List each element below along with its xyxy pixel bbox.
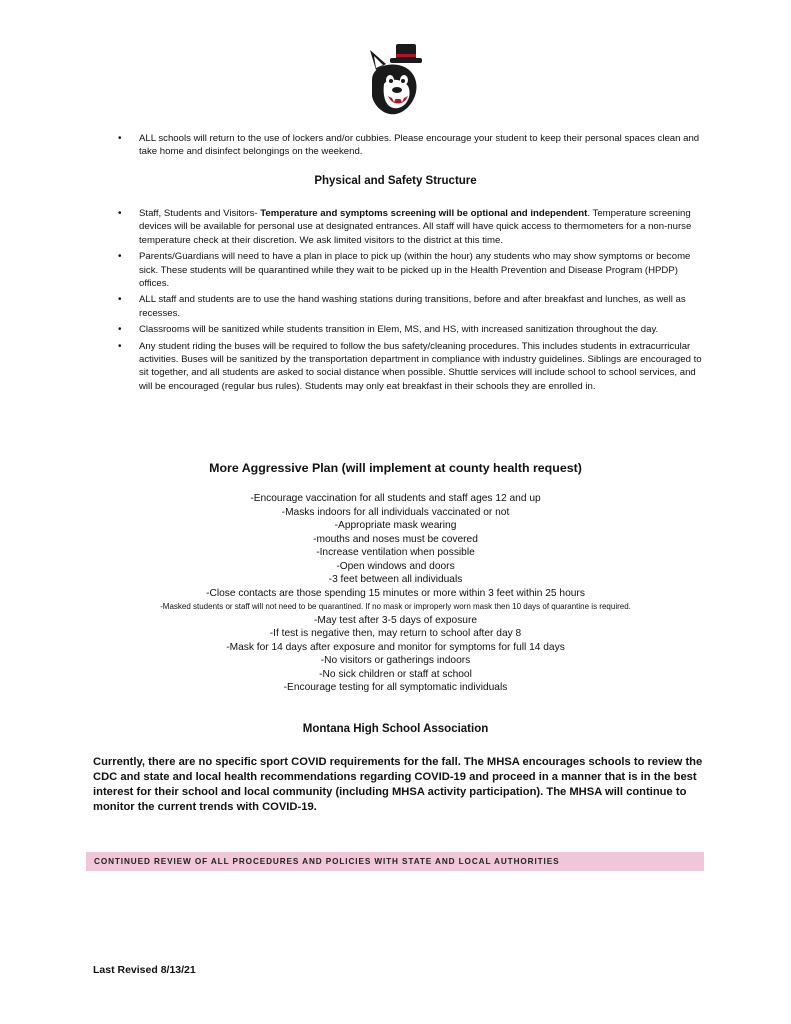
mhsa-paragraph: Currently, there are no specific sport COVID requirements for the fall. The MHSA encourages schools to review the CDC and state and local health recommendations regarding COVID-19 and proceed in a manner that is in the best interest for their school and local community (including MHSA activity participation). The MHSA will continue to monitor the current trends with COVID-19.	[93, 756, 703, 813]
list-item: • Parents/Guardians will need to have a plan in place to pick up (within the hour) any students who may show symptoms or become sick. These students will be quarantined while they wait to be picked up in the Health Prevention and Disease Program (HPDP) offices.	[118, 250, 708, 290]
physical-safety-heading: Physical and Safety Structure	[314, 175, 477, 187]
plan-line: -Open windows and doors	[336, 560, 455, 572]
intro-bullet-list	[118, 132, 708, 162]
plan-line: -Encourage vaccination for all students and staff ages 12 and up	[250, 493, 541, 504]
last-revised-footer: Last Revised 8/13/21	[93, 964, 196, 976]
plan-line: -No visitors or gatherings indoors	[320, 655, 471, 666]
plan-line: -Close contacts are those spending 15 minutes or more within 3 feet within 25 hours	[206, 587, 585, 599]
aggressive-plan-list	[0, 492, 791, 695]
plan-line: -Encourage testing for all symptomatic individuals	[283, 682, 508, 693]
list-item	[118, 207, 708, 247]
aggressive-plan-heading: More Aggressive Plan (will implement at county health request)	[209, 461, 582, 475]
plan-line: -May test after 3-5 days of exposure	[313, 614, 478, 626]
plan-line: -No sick children or staff at school	[319, 668, 472, 680]
bullet-lead: Staff, Students and Visitors-	[139, 208, 261, 219]
plan-line: -Masks indoors for all individuals vaccinated or not	[281, 506, 510, 518]
list-item: • Classrooms will be sanitized while students transition in Elem, MS, and HS, with increased sanitization throughout the day.	[118, 323, 708, 336]
bullet-rest: . Temperature screening devices will be available for personal use at designated entrances. All staff will have quick access to thermometers for a non-nurse temperature check at their discretion. We ask limited visitors to the district at this time.	[139, 208, 692, 246]
plan-line: -Mask for 14 days after exposure and monitor for symptoms for full 14 days	[226, 641, 565, 653]
plan-line: -Increase ventilation when possible	[316, 547, 475, 558]
plan-line: -3 feet between all individuals	[328, 574, 463, 585]
list-item: • ALL schools will return to the use of lockers and/or cubbies. Please encourage your student to keep their personal spaces clean and take home and disinfect belongings on the weekend.	[118, 132, 708, 159]
list-item: • ALL staff and students are to use the hand washing stations during transitions, before and after breakfast and lunches, as well as recesses.	[118, 293, 708, 320]
wolf-mascot-logo	[362, 40, 430, 120]
plan-line: -Appropriate mask wearing	[334, 520, 457, 531]
physical-safety-bullet-list	[118, 207, 708, 396]
mhsa-heading: Montana High School Association	[302, 723, 489, 735]
review-banner: CONTINUED REVIEW OF ALL PROCEDURES AND POLICIES WITH STATE AND LOCAL AUTHORITIES	[86, 852, 704, 871]
plan-line: -mouths and noses must be covered	[313, 533, 478, 545]
plan-line-small: -Masked students or staff will not need to be quarantined. If no mask or improperly worn mask then 10 days of quarantine is required.	[160, 602, 631, 611]
bullet-bold-text: Temperature and symptoms screening will be optional and independent	[260, 208, 588, 219]
list-item: • Any student riding the buses will be required to follow the bus safety/cleaning procedures. This includes students in extracurricular activities. Buses will be sanitized by the transportation department in compliance with industry guidelines. Siblings are encouraged to sit together, and all students are asked to social distance when possible. Shuttle services will include school to school services, and will be encouraged (regular bus rules). Students may only eat breakfast in their schools they are enrolled in.	[118, 340, 708, 394]
plan-line: -If test is negative then, may return to school after day 8	[269, 628, 522, 639]
